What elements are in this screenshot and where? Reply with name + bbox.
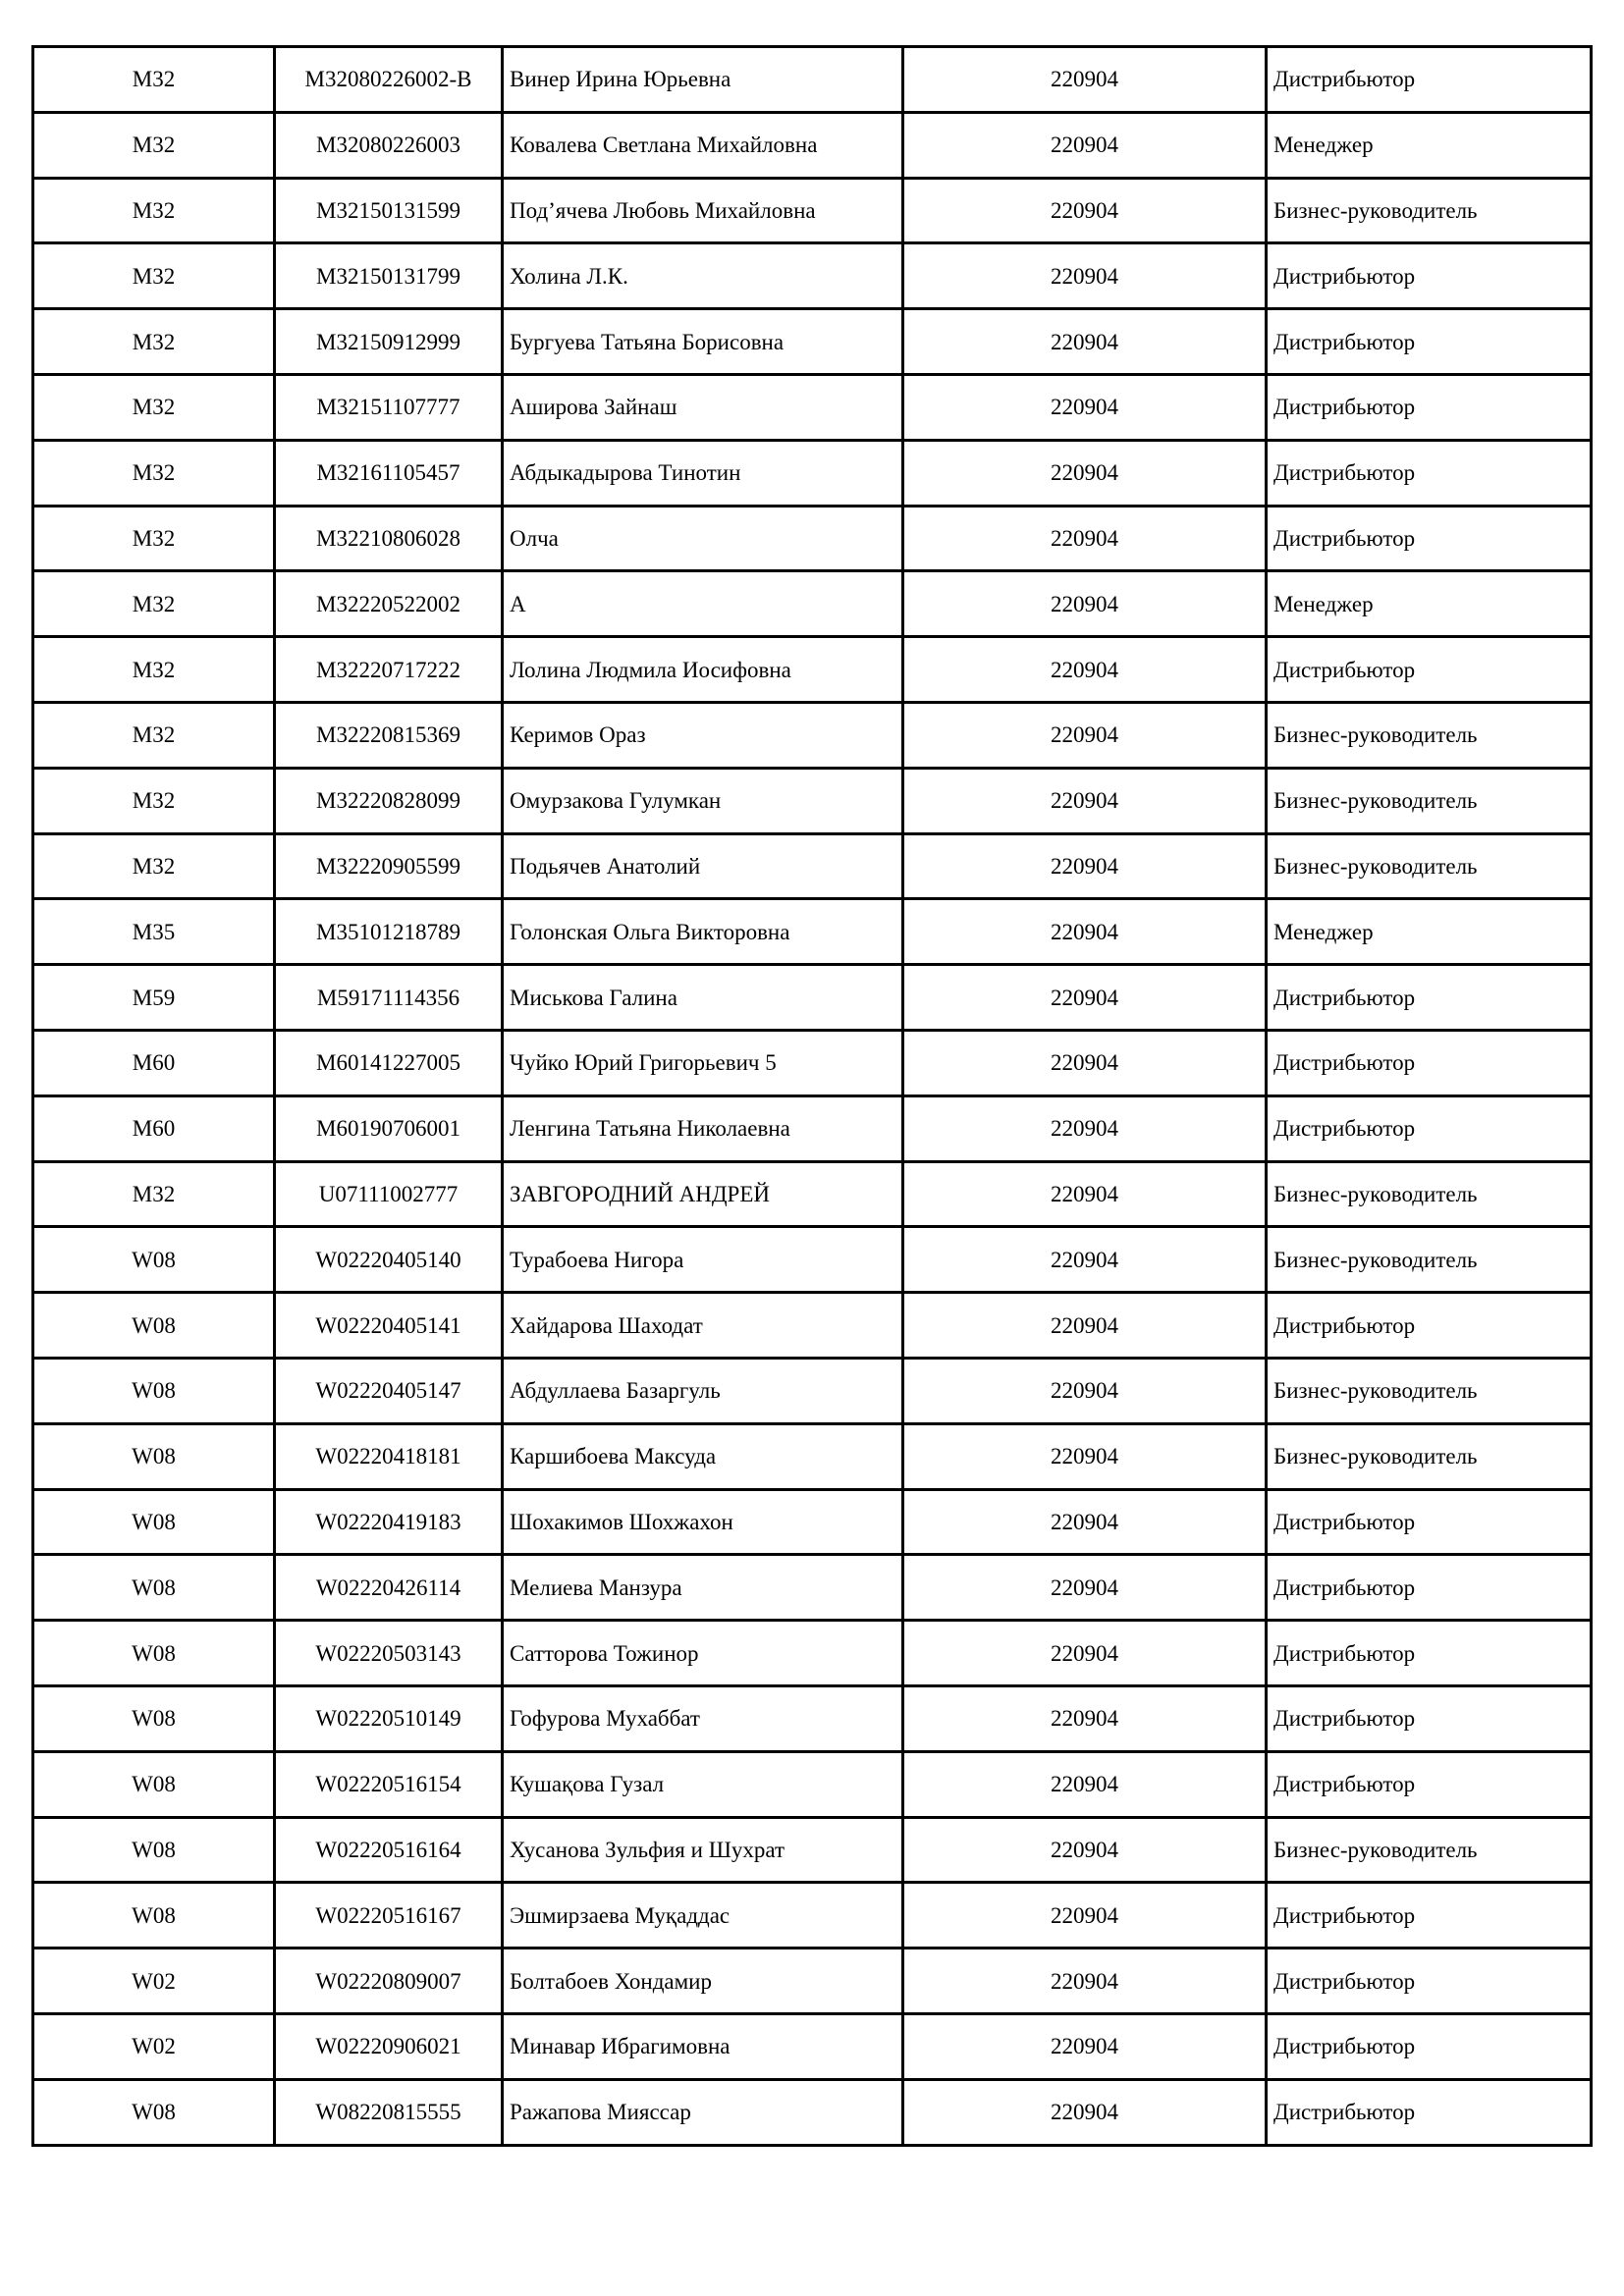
- member-name-cell: Каршибоева Максуда: [503, 1423, 903, 1489]
- region-code-cell: W08: [33, 1423, 275, 1489]
- role-cell: Дистрибьютор: [1267, 1293, 1592, 1359]
- table-row: [33, 637, 1592, 703]
- date-cell: 220904: [903, 1621, 1267, 1686]
- member-id-cell: W02220516154: [275, 1751, 503, 1817]
- member-name-cell: ЗАВГОРОДНИЙ АНДРЕЙ: [503, 1161, 903, 1227]
- table-row: [33, 47, 1592, 113]
- role-cell: Дистрибьютор: [1267, 2013, 1592, 2079]
- member-name-cell: Аширова Зайнаш: [503, 374, 903, 440]
- table-body: [33, 47, 1592, 2146]
- role-cell: Бизнес-руководитель: [1267, 178, 1592, 243]
- role-cell: Дистрибьютор: [1267, 506, 1592, 571]
- role-cell: Дистрибьютор: [1267, 1883, 1592, 1949]
- region-code-cell: M32: [33, 833, 275, 899]
- region-code-cell: W08: [33, 1227, 275, 1293]
- region-code-cell: W08: [33, 1621, 275, 1686]
- date-cell: 220904: [903, 309, 1267, 375]
- role-cell: Дистрибьютор: [1267, 243, 1592, 309]
- date-cell: 220904: [903, 637, 1267, 703]
- date-cell: 220904: [903, 1358, 1267, 1423]
- region-code-cell: W08: [33, 2079, 275, 2145]
- member-id-cell: M32150131599: [275, 178, 503, 243]
- member-id-cell: M32220828099: [275, 768, 503, 833]
- table-row: [33, 702, 1592, 768]
- table-row: [33, 1883, 1592, 1949]
- member-id-cell: M32150131799: [275, 243, 503, 309]
- region-code-cell: M32: [33, 47, 275, 113]
- role-cell: Бизнес-руководитель: [1267, 1358, 1592, 1423]
- date-cell: 220904: [903, 243, 1267, 309]
- region-code-cell: W02: [33, 1949, 275, 2014]
- member-name-cell: Подьячев Анатолий: [503, 833, 903, 899]
- role-cell: Бизнес-руководитель: [1267, 1817, 1592, 1883]
- member-name-cell: Мелиева Манзура: [503, 1555, 903, 1621]
- region-code-cell: M32: [33, 768, 275, 833]
- member-id-cell: M32151107777: [275, 374, 503, 440]
- member-name-cell: Омурзакова Гулумкан: [503, 768, 903, 833]
- date-cell: 220904: [903, 112, 1267, 178]
- table-row: [33, 571, 1592, 637]
- member-name-cell: Чуйко Юрий Григорьевич 5: [503, 1030, 903, 1095]
- table-row: [33, 1817, 1592, 1883]
- date-cell: 220904: [903, 1751, 1267, 1817]
- member-name-cell: Миськова Галина: [503, 965, 903, 1031]
- member-name-cell: Ражапова Мияссар: [503, 2079, 903, 2145]
- member-name-cell: Турабоева Нигора: [503, 1227, 903, 1293]
- member-id-cell: W02220418181: [275, 1423, 503, 1489]
- date-cell: 220904: [903, 1095, 1267, 1161]
- region-code-cell: M32: [33, 243, 275, 309]
- date-cell: 220904: [903, 1817, 1267, 1883]
- region-code-cell: M32: [33, 637, 275, 703]
- member-name-cell: Гофурова Мухаббат: [503, 1685, 903, 1751]
- role-cell: Бизнес-руководитель: [1267, 833, 1592, 899]
- date-cell: 220904: [903, 702, 1267, 768]
- role-cell: Бизнес-руководитель: [1267, 1227, 1592, 1293]
- table-row: [33, 1227, 1592, 1293]
- date-cell: 220904: [903, 965, 1267, 1031]
- member-name-cell: Холина Л.К.: [503, 243, 903, 309]
- role-cell: Дистрибьютор: [1267, 1949, 1592, 2014]
- member-name-cell: Винер Ирина Юрьевна: [503, 47, 903, 113]
- table-row: [33, 1095, 1592, 1161]
- member-id-cell: M59171114356: [275, 965, 503, 1031]
- member-id-cell: M32220815369: [275, 702, 503, 768]
- member-name-cell: Голонская Ольга Викторовна: [503, 899, 903, 965]
- table-row: [33, 2013, 1592, 2079]
- region-code-cell: W08: [33, 1555, 275, 1621]
- date-cell: 220904: [903, 47, 1267, 113]
- date-cell: 220904: [903, 1293, 1267, 1359]
- date-cell: 220904: [903, 899, 1267, 965]
- table-row: [33, 178, 1592, 243]
- table-row: [33, 506, 1592, 571]
- role-cell: Бизнес-руководитель: [1267, 768, 1592, 833]
- member-id-cell: M32220717222: [275, 637, 503, 703]
- role-cell: Дистрибьютор: [1267, 1095, 1592, 1161]
- role-cell: Дистрибьютор: [1267, 1751, 1592, 1817]
- role-cell: Дистрибьютор: [1267, 309, 1592, 375]
- table-row: [33, 899, 1592, 965]
- date-cell: 220904: [903, 374, 1267, 440]
- region-code-cell: M32: [33, 440, 275, 506]
- region-code-cell: M59: [33, 965, 275, 1031]
- date-cell: 220904: [903, 1161, 1267, 1227]
- date-cell: 220904: [903, 1949, 1267, 2014]
- member-name-cell: Лолина Людмила Иосифовна: [503, 637, 903, 703]
- date-cell: 220904: [903, 2013, 1267, 2079]
- member-id-cell: W02220510149: [275, 1685, 503, 1751]
- role-cell: Дистрибьютор: [1267, 2079, 1592, 2145]
- date-cell: 220904: [903, 2079, 1267, 2145]
- member-id-cell: M60141227005: [275, 1030, 503, 1095]
- member-name-cell: Ленгина Татьяна Николаевна: [503, 1095, 903, 1161]
- table-row: [33, 243, 1592, 309]
- member-name-cell: Шохакимов Шохжахон: [503, 1489, 903, 1555]
- role-cell: Дистрибьютор: [1267, 1685, 1592, 1751]
- member-id-cell: M60190706001: [275, 1095, 503, 1161]
- region-code-cell: W08: [33, 1685, 275, 1751]
- member-name-cell: Эшмирзаева Муқаддас: [503, 1883, 903, 1949]
- table-row: [33, 1293, 1592, 1359]
- member-id-cell: W02220426114: [275, 1555, 503, 1621]
- member-id-cell: U07111002777: [275, 1161, 503, 1227]
- region-code-cell: M32: [33, 702, 275, 768]
- region-code-cell: M32: [33, 506, 275, 571]
- table-row: [33, 1685, 1592, 1751]
- table-row: [33, 833, 1592, 899]
- member-id-cell: W02220809007: [275, 1949, 503, 2014]
- member-id-cell: M32080226003: [275, 112, 503, 178]
- member-id-cell: M35101218789: [275, 899, 503, 965]
- role-cell: Дистрибьютор: [1267, 1555, 1592, 1621]
- date-cell: 220904: [903, 571, 1267, 637]
- role-cell: Менеджер: [1267, 112, 1592, 178]
- table-row: [33, 1489, 1592, 1555]
- region-code-cell: W08: [33, 1358, 275, 1423]
- table-row: [33, 965, 1592, 1031]
- region-code-cell: W08: [33, 1489, 275, 1555]
- table-row: [33, 1949, 1592, 2014]
- role-cell: Бизнес-руководитель: [1267, 702, 1592, 768]
- date-cell: 220904: [903, 440, 1267, 506]
- table-row: [33, 2079, 1592, 2145]
- region-code-cell: M60: [33, 1030, 275, 1095]
- table-row: [33, 112, 1592, 178]
- member-id-cell: W02220906021: [275, 2013, 503, 2079]
- role-cell: Бизнес-руководитель: [1267, 1161, 1592, 1227]
- member-name-cell: Минавар Ибрагимовна: [503, 2013, 903, 2079]
- table-row: [33, 374, 1592, 440]
- member-name-cell: Сатторова Тожинор: [503, 1621, 903, 1686]
- member-id-cell: M32210806028: [275, 506, 503, 571]
- table-row: [33, 1030, 1592, 1095]
- table-row: [33, 768, 1592, 833]
- table-row: [33, 1751, 1592, 1817]
- role-cell: Дистрибьютор: [1267, 965, 1592, 1031]
- member-name-cell: Кушақова Гузал: [503, 1751, 903, 1817]
- table-row: [33, 1555, 1592, 1621]
- region-code-cell: W08: [33, 1751, 275, 1817]
- member-name-cell: Абдуллаева Базаргуль: [503, 1358, 903, 1423]
- date-cell: 220904: [903, 1227, 1267, 1293]
- member-id-cell: M32161105457: [275, 440, 503, 506]
- date-cell: 220904: [903, 178, 1267, 243]
- date-cell: 220904: [903, 1489, 1267, 1555]
- role-cell: Дистрибьютор: [1267, 1489, 1592, 1555]
- table-row: [33, 1161, 1592, 1227]
- member-id-cell: W02220516164: [275, 1817, 503, 1883]
- date-cell: 220904: [903, 1685, 1267, 1751]
- table-row: [33, 1423, 1592, 1489]
- role-cell: Дистрибьютор: [1267, 1030, 1592, 1095]
- region-code-cell: M32: [33, 1161, 275, 1227]
- region-code-cell: M32: [33, 112, 275, 178]
- role-cell: Дистрибьютор: [1267, 637, 1592, 703]
- member-name-cell: Болтабоев Хондамир: [503, 1949, 903, 2014]
- role-cell: Дистрибьютор: [1267, 47, 1592, 113]
- member-id-cell: W02220419183: [275, 1489, 503, 1555]
- table-row: [33, 309, 1592, 375]
- region-code-cell: W02: [33, 2013, 275, 2079]
- date-cell: 220904: [903, 1030, 1267, 1095]
- member-id-cell: W08220815555: [275, 2079, 503, 2145]
- role-cell: Менеджер: [1267, 571, 1592, 637]
- member-name-cell: Олча: [503, 506, 903, 571]
- member-name-cell: Хайдарова Шаходат: [503, 1293, 903, 1359]
- region-code-cell: W08: [33, 1883, 275, 1949]
- role-cell: Дистрибьютор: [1267, 374, 1592, 440]
- region-code-cell: M32: [33, 309, 275, 375]
- role-cell: Дистрибьютор: [1267, 440, 1592, 506]
- distributor-table: [31, 45, 1593, 2147]
- member-id-cell: M32080226002-B: [275, 47, 503, 113]
- region-code-cell: W08: [33, 1817, 275, 1883]
- member-id-cell: M32220522002: [275, 571, 503, 637]
- date-cell: 220904: [903, 1423, 1267, 1489]
- member-id-cell: W02220405141: [275, 1293, 503, 1359]
- member-id-cell: W02220405140: [275, 1227, 503, 1293]
- date-cell: 220904: [903, 1883, 1267, 1949]
- member-name-cell: Под’ячева Любовь Михайловна: [503, 178, 903, 243]
- table-row: [33, 1621, 1592, 1686]
- region-code-cell: M60: [33, 1095, 275, 1161]
- member-id-cell: M32220905599: [275, 833, 503, 899]
- date-cell: 220904: [903, 768, 1267, 833]
- member-name-cell: Ковалева Светлана Михайловна: [503, 112, 903, 178]
- member-name-cell: Бургуева Татьяна Борисовна: [503, 309, 903, 375]
- table-row: [33, 440, 1592, 506]
- member-name-cell: А: [503, 571, 903, 637]
- member-name-cell: Абдыкадырова Тинотин: [503, 440, 903, 506]
- member-id-cell: W02220503143: [275, 1621, 503, 1686]
- member-id-cell: W02220516167: [275, 1883, 503, 1949]
- region-code-cell: M32: [33, 571, 275, 637]
- region-code-cell: W08: [33, 1293, 275, 1359]
- role-cell: Менеджер: [1267, 899, 1592, 965]
- member-id-cell: M32150912999: [275, 309, 503, 375]
- date-cell: 220904: [903, 1555, 1267, 1621]
- member-id-cell: W02220405147: [275, 1358, 503, 1423]
- member-name-cell: Керимов Ораз: [503, 702, 903, 768]
- region-code-cell: M35: [33, 899, 275, 965]
- member-name-cell: Хусанова Зульфия и Шухрат: [503, 1817, 903, 1883]
- date-cell: 220904: [903, 506, 1267, 571]
- role-cell: Дистрибьютор: [1267, 1621, 1592, 1686]
- date-cell: 220904: [903, 833, 1267, 899]
- region-code-cell: M32: [33, 178, 275, 243]
- region-code-cell: M32: [33, 374, 275, 440]
- role-cell: Бизнес-руководитель: [1267, 1423, 1592, 1489]
- table-row: [33, 1358, 1592, 1423]
